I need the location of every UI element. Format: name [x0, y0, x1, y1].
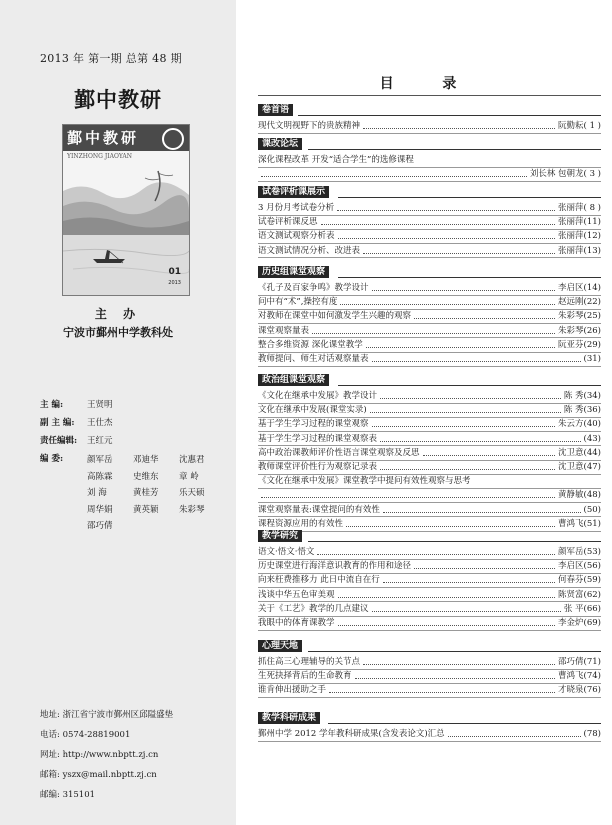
entry-page: (44) — [583, 447, 601, 458]
dot-leader — [338, 625, 556, 626]
entry-author: 曹鸿飞 — [558, 671, 584, 682]
dot-leader — [261, 497, 555, 498]
section-rule — [338, 197, 601, 198]
entry-page: (69) — [583, 618, 601, 628]
dot-leader — [380, 398, 561, 399]
entry-page: (78) — [583, 729, 601, 739]
entry-title: 对教师在课堂中如何激发学生兴趣的观察 — [258, 311, 412, 322]
entry-page: (48) — [583, 490, 601, 501]
entry-page: ( 1 ) — [583, 121, 601, 131]
entry-rule — [258, 181, 601, 182]
toc-entry[interactable] — [258, 325, 601, 337]
organizer: 宁波市鄞州中学教科处 — [63, 326, 173, 339]
entry-author: 张丽萍 — [558, 203, 584, 213]
section-header: 教学科研成果 — [258, 712, 320, 724]
entry-page: ( 3 ) — [583, 169, 601, 180]
entry-author: 张丽萍 — [558, 245, 584, 256]
entry-page: (62) — [583, 589, 601, 600]
dot-leader — [363, 253, 555, 254]
toc-entry[interactable] — [258, 574, 601, 586]
editor-name: 高陈霖 — [87, 471, 113, 482]
entry-title: 抓住高三心理辅导的关节点 — [258, 657, 361, 667]
dot-leader — [338, 597, 556, 598]
toc-entry[interactable] — [258, 518, 601, 530]
section-header: 课改论坛 — [258, 138, 302, 150]
entry-page: (66) — [583, 603, 601, 614]
toc-entry[interactable] — [258, 447, 601, 459]
editor-name: 沈惠君 — [179, 455, 205, 465]
contact-address: 地址: 浙江省宁波市鄞州区邱隘盛垫 — [40, 710, 174, 720]
dot-leader — [372, 426, 556, 427]
entry-author: 黄静敏 — [558, 490, 584, 501]
entry-author: 朱云方 — [558, 419, 584, 430]
entry-title: 语文·悟文·悟文 — [258, 547, 315, 557]
contact-phone: 电话: 0574-28819001 — [40, 730, 131, 740]
entry-page: (71) — [583, 657, 601, 667]
toc-entry[interactable] — [258, 603, 601, 615]
cover-header — [63, 125, 189, 151]
toc-entry[interactable] — [258, 475, 601, 487]
toc-entry[interactable] — [258, 202, 601, 214]
entry-title: 语文测试观察分析表 — [258, 231, 335, 242]
entry-page: (13) — [583, 245, 601, 256]
section-rule — [308, 149, 601, 150]
dot-leader — [383, 582, 555, 583]
toc-entry[interactable] — [258, 461, 601, 473]
toc-title: 目 录 — [379, 76, 479, 92]
entry-page: (50) — [583, 504, 601, 515]
dot-leader — [414, 318, 555, 319]
toc-entry[interactable] — [258, 120, 601, 132]
entry-page: (12) — [583, 231, 601, 242]
toc-entry[interactable] — [258, 589, 601, 601]
section-header: 政治组课堂观察 — [258, 374, 329, 386]
entry-author: 沈卫意 — [558, 447, 584, 458]
entry-title: 教师课堂评价性行为观察记录表 — [258, 462, 378, 472]
dot-leader — [312, 333, 555, 334]
credit-responsible-editor: 责任编辑: 王红元 — [40, 436, 113, 446]
entry-rule — [258, 630, 601, 631]
toc-entry[interactable] — [258, 168, 601, 180]
dot-leader — [366, 347, 555, 348]
toc-entry[interactable] — [258, 404, 601, 416]
toc-entry[interactable] — [258, 339, 601, 351]
editor-name: 朱彩琴 — [179, 504, 205, 515]
dot-leader — [372, 361, 581, 362]
entry-title: 课堂观察量表:课堂提问的有效性 — [258, 504, 380, 515]
entry-rule — [258, 366, 601, 367]
dot-leader — [383, 512, 581, 513]
credit-chief-editor: 主 编: 王贤明 — [40, 400, 113, 410]
entry-page: (26) — [583, 325, 601, 336]
dot-leader — [363, 664, 555, 665]
toc-entry[interactable] — [258, 418, 601, 430]
toc-entry[interactable] — [258, 230, 601, 242]
entry-page: (11) — [583, 217, 601, 228]
entry-author: 朱彩琴 — [558, 311, 584, 322]
toc-entry[interactable] — [258, 216, 601, 228]
entry-page: (14) — [583, 283, 601, 293]
entry-title: 试卷评析课反思 — [258, 217, 318, 228]
editor-name: 乐天硕 — [179, 488, 205, 498]
toc-entry[interactable] — [258, 296, 601, 308]
section-rule — [338, 385, 601, 386]
entry-author: 刘长林 包朝龙 — [529, 169, 584, 180]
entry-author: 朱彩琴 — [558, 325, 584, 336]
toc-entry[interactable] — [258, 310, 601, 322]
entry-title: 基于学生学习过程的课堂观察 — [258, 419, 369, 430]
entry-page: (25) — [583, 311, 601, 322]
entry-title: 问中有“术”,操控有度 — [258, 297, 338, 308]
dot-leader — [363, 128, 555, 129]
cover-title: 鄞中教研 — [67, 129, 140, 147]
entry-page: (76) — [583, 685, 601, 696]
dot-leader — [346, 526, 555, 527]
entry-page: ( 8 ) — [583, 203, 601, 213]
entry-title: 我眼中的体育课教学 — [258, 618, 335, 628]
dot-leader — [337, 210, 555, 211]
editor-name: 黄英颖 — [133, 504, 159, 515]
entry-author: 赵远刚 — [558, 297, 584, 308]
toc-entry[interactable] — [258, 560, 601, 572]
entry-author: 才晓泉 — [558, 685, 584, 696]
toc-entry[interactable] — [258, 546, 601, 558]
entry-rule — [258, 741, 601, 742]
dot-leader — [414, 568, 555, 569]
section-rule — [298, 115, 601, 116]
entry-title: 鄞州中学 2012 学年教科研成果(含发表论文)汇总 — [258, 729, 445, 739]
entry-rule — [258, 531, 601, 532]
entry-page: (56) — [583, 561, 601, 572]
toc-entry[interactable] — [258, 684, 601, 696]
section-rule — [308, 541, 601, 542]
entry-author: 李金炉 — [558, 618, 584, 628]
toc-entry[interactable] — [258, 617, 601, 629]
entry-author: 李启区 — [558, 561, 584, 572]
credit-deputy-editor: 副 主 编: 王仕杰 — [40, 418, 113, 428]
contact-website: 网址: http://www.nbptt.zj.cn — [40, 750, 159, 760]
section-header: 历史组课堂观察 — [258, 266, 329, 278]
toc-entry[interactable] — [258, 154, 601, 166]
toc-entry[interactable] — [258, 670, 601, 682]
entry-title: 基于学生学习过程的课堂观察表 — [258, 433, 378, 444]
entry-page: (29) — [583, 339, 601, 350]
dot-leader — [448, 736, 581, 737]
entry-page: (47) — [583, 462, 601, 472]
cover-number: 01 — [168, 267, 181, 277]
editor-name: 邵巧倩 — [87, 521, 113, 531]
entry-page: (43) — [583, 433, 601, 444]
toc-entry[interactable] — [258, 353, 601, 365]
entry-title: 《文化在继承中发展》课堂教学中提问有效性观察与思考 — [258, 476, 471, 487]
entry-title: 整合多维资源 深化课堂教学 — [258, 339, 363, 350]
dot-leader — [370, 412, 561, 413]
entry-page: (59) — [583, 575, 601, 586]
entry-title: 关于《工艺》教学的几点建议 — [258, 603, 369, 614]
entry-title: 课程资源应用的有效性 — [258, 518, 344, 529]
entry-author: 陈 秀 — [563, 391, 584, 401]
editor-name: 邓迪华 — [133, 455, 159, 465]
dot-leader — [380, 441, 581, 442]
entry-page: (22) — [583, 297, 601, 308]
entry-page: (51) — [583, 518, 601, 529]
dot-leader — [340, 304, 555, 305]
dot-leader — [355, 678, 556, 679]
dot-leader — [321, 224, 556, 225]
editor-name: 周华娟 — [87, 504, 113, 515]
entry-author: 张 平 — [563, 603, 584, 614]
toc-entry[interactable] — [258, 504, 601, 516]
entry-title: 浅谈中华五色审美观 — [258, 589, 335, 600]
dot-leader — [372, 290, 556, 291]
left-panel — [0, 0, 236, 825]
entry-title: 《孔子及百家争鸣》教学设计 — [258, 283, 369, 293]
entry-page: (74) — [583, 671, 601, 682]
entry-author: 张丽萍 — [558, 231, 584, 242]
dot-leader — [261, 176, 527, 177]
issue-info: 2013 年 第一期 总第 48 期 — [40, 52, 182, 65]
contact-postcode: 邮编: 315101 — [40, 790, 96, 800]
entry-title: 深化课程改革 开发“适合学生”的选修课程 — [258, 155, 414, 165]
section-header: 卷首语 — [258, 104, 293, 116]
entry-page: (53) — [583, 547, 601, 557]
toc-divider — [258, 95, 601, 96]
entry-title: 语文测试情况分析、改进表 — [258, 245, 361, 256]
cover-subtitle: YINZHONG JIAOYAN — [67, 153, 132, 160]
toc-entry[interactable] — [258, 433, 601, 445]
toc-entry[interactable] — [258, 390, 601, 402]
entry-author: 李启区 — [558, 283, 584, 293]
entry-title: 现代文明视野下的贵族精神 — [258, 121, 361, 131]
dot-leader — [317, 554, 555, 555]
entry-title: 教师提问、师生对话观察量表 — [258, 354, 369, 364]
section-header: 试卷评析课展示 — [258, 186, 329, 198]
entry-page: (36) — [583, 405, 601, 416]
entry-author: 阮勤耘 — [558, 121, 584, 131]
cover-image — [62, 124, 190, 296]
section-rule — [338, 277, 601, 278]
editor-name: 颜军岳 — [87, 455, 113, 465]
entry-author: 沈卫意 — [558, 462, 584, 472]
toc-entry[interactable] — [258, 656, 601, 668]
entry-author: 曹鸿飞 — [558, 518, 584, 529]
entry-author: 颜军岳 — [558, 547, 584, 557]
entry-author: 何春芬 — [558, 575, 584, 586]
toc-entry[interactable] — [258, 728, 601, 740]
cover-seal-icon — [162, 128, 184, 150]
dot-leader — [338, 238, 556, 239]
entry-rule — [258, 133, 601, 134]
dot-leader — [372, 611, 561, 612]
entry-title: 生死抉择背后的生命教育 — [258, 671, 352, 682]
entry-title: 向来枉费推移力 此日中流自在行 — [258, 575, 380, 586]
entry-rule — [258, 257, 601, 258]
section-header: 教学研究 — [258, 530, 302, 542]
host-label: 主 办 — [94, 307, 142, 321]
entry-author: 邵巧倩 — [558, 657, 584, 667]
entry-title: 谁肯伸出援助之手 — [258, 685, 327, 696]
journal-title: 鄞中教研 — [74, 87, 162, 112]
section-rule — [308, 651, 601, 652]
dot-leader — [423, 455, 556, 456]
section-header: 心理天地 — [258, 640, 302, 652]
entry-title: 文化在继承中发展(课堂实录) — [258, 405, 367, 416]
editor-name: 章 岭 — [179, 471, 199, 482]
section-rule — [328, 723, 601, 724]
entry-page: (34) — [583, 391, 601, 401]
editor-name: 史维东 — [133, 471, 159, 482]
credit-committee: 编 委: — [40, 454, 64, 464]
entry-title: 历史课堂进行海洋意识教育的作用和途径 — [258, 561, 412, 572]
entry-title: 高中政治课教师评价性语言课堂观察及反思 — [258, 447, 420, 458]
contact-email: 邮箱: yszx@mail.nbptt.zj.cn — [40, 770, 157, 780]
entry-author: 阮亚芬 — [558, 339, 584, 350]
dot-leader — [380, 469, 555, 470]
entry-title: 课堂观察量表 — [258, 325, 310, 336]
editor-name: 刘 海 — [87, 488, 107, 498]
entry-page: (40) — [583, 419, 601, 430]
entry-page: (31) — [583, 354, 601, 364]
entry-title: 3 月份月考试卷分析 — [258, 203, 335, 213]
entry-author: 张丽萍 — [558, 217, 584, 228]
editorial-committee-list — [87, 452, 227, 535]
cover-year: 2013 — [168, 280, 181, 286]
toc-entry[interactable] — [258, 245, 601, 257]
entry-author: 陈 秀 — [563, 405, 584, 416]
entry-title: 《文化在继承中发展》教学设计 — [258, 391, 378, 401]
entry-rule — [258, 697, 601, 698]
dot-leader — [329, 692, 555, 693]
toc-entry[interactable] — [258, 282, 601, 294]
toc-entry[interactable] — [258, 489, 601, 501]
editor-name: 黄桂芳 — [133, 488, 159, 498]
entry-author: 陈贤富 — [558, 589, 584, 600]
